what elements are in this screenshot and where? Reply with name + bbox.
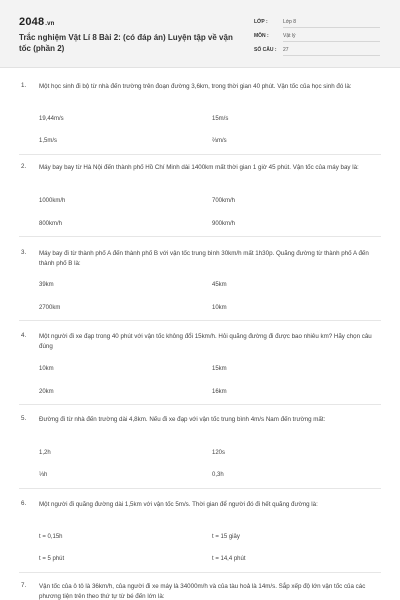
option-c[interactable]: 2700km: [39, 305, 61, 311]
question-text: Một người đi xe đạp trong 40 phút với vận tốc không đổi 15km/h. Hỏi quãng đường đi được bao nhiêu km? Hãy chọn câu đúng: [39, 333, 372, 350]
option-a[interactable]: 10km: [39, 366, 54, 372]
meta-count-value: 27: [283, 47, 289, 53]
option-d[interactable]: 16km: [212, 389, 227, 395]
question-text: Một học sinh đi bộ từ nhà đến trường trên đoạn đường 3,6km, trong thời gian 40 phút. Vận tốc của học sinh đó là:: [39, 83, 352, 90]
option-d[interactable]: 900km/h: [212, 221, 236, 227]
option-d[interactable]: 0,3h: [212, 472, 224, 478]
option-b[interactable]: 700km/h: [212, 198, 236, 204]
question-number: 2.: [21, 163, 27, 170]
option-c[interactable]: t = 5 phút: [39, 556, 65, 562]
meta-divider: [283, 27, 380, 28]
option-b[interactable]: 120s: [212, 450, 226, 456]
option-c[interactable]: ⅓h: [39, 472, 48, 478]
meta-class: [254, 16, 380, 28]
question-divider: [19, 236, 381, 237]
question-divider: [19, 488, 381, 489]
question-text: Máy bay bay từ Hà Nội đến thành phố Hồ Chí Minh dài 1400km mất thời gian 1 giờ 45 phút. Vận tốc của máy bay là:: [39, 164, 359, 171]
option-a[interactable]: 1,2h: [39, 450, 51, 456]
question-text: Vận tốc của ô tô là 36km/h, của người đi xe máy là 34000m/h và của tàu hoả là 14m/s. Sắp xếp độ lớn vận tốc của các phương tiện trên theo thứ tự từ bé đến lớn là:: [39, 583, 366, 600]
question-number: 5.: [21, 415, 27, 422]
question-divider: [19, 154, 381, 155]
question-number: 3.: [21, 249, 27, 256]
meta-subject-label: MÔN :: [254, 33, 269, 39]
question-number: 7.: [21, 582, 27, 589]
question-text: Một người đi quãng đường dài 1,5km với vận tốc 5m/s. Thời gian để người đó đi hết quãng đường là:: [39, 501, 318, 508]
logo-text: 2048: [19, 16, 45, 28]
meta-count-label: SỐ CÂU :: [254, 47, 277, 53]
option-a[interactable]: t = 0,15h: [39, 534, 63, 540]
option-d[interactable]: 10km: [212, 305, 227, 311]
logo-tld: .vn: [45, 21, 55, 27]
page-header: [0, 0, 400, 68]
option-a[interactable]: 1000km/h: [39, 198, 66, 204]
page-title: Trắc nghiệm Vật Lí 8 Bài 2: (có đáp án) Luyện tập về vận tốc (phần 2): [19, 33, 233, 53]
question-text: Đường đi từ nhà đến trường dài 4,8km. Nếu đi xe đạp với vận tốc trung bình 4m/s Nam đến trường mất:: [39, 416, 326, 423]
option-b[interactable]: t = 15 giây: [212, 534, 240, 540]
meta-subject: [254, 30, 380, 42]
question-divider: [19, 320, 381, 321]
question-divider: [19, 572, 381, 573]
option-c[interactable]: 1,5m/s: [39, 138, 58, 144]
option-b[interactable]: 45km: [212, 282, 227, 288]
question-divider: [19, 404, 381, 405]
option-b[interactable]: 15km: [212, 366, 227, 372]
question-number: 6.: [21, 500, 27, 507]
option-d[interactable]: t = 14,4 phút: [212, 556, 246, 562]
meta-subject-value: Vật lý: [283, 33, 296, 39]
question-number: 4.: [21, 332, 27, 339]
question-text: Máy bay đi từ thành phố A đến thành phố B với vận tốc trung bình 30km/h mất 1h30p. Quãng đường từ thành phố A đến thành phố B là:: [39, 250, 369, 267]
meta-count: [254, 44, 380, 56]
option-c[interactable]: 20km: [39, 389, 54, 395]
meta-class-label: LỚP :: [254, 19, 268, 25]
site-logo[interactable]: [19, 16, 55, 28]
option-a[interactable]: 19,44m/s: [39, 116, 64, 122]
meta-class-value: Lớp 8: [283, 19, 297, 25]
meta-divider: [283, 41, 380, 42]
option-a[interactable]: 39km: [39, 282, 54, 288]
option-c[interactable]: 800km/h: [39, 221, 63, 227]
meta-divider: [283, 55, 380, 56]
question-number: 1.: [21, 82, 27, 89]
option-b[interactable]: 15m/s: [212, 116, 229, 122]
option-d[interactable]: ⅔m/s: [212, 138, 227, 144]
